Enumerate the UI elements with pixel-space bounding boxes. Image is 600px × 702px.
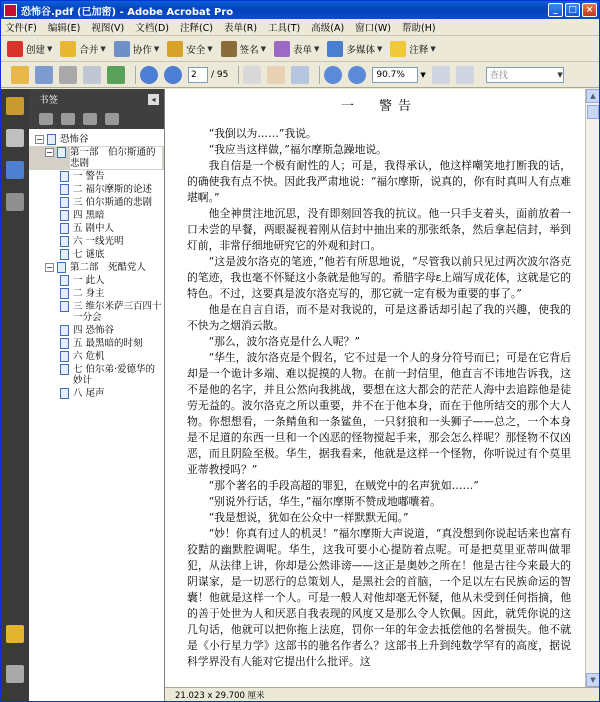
previous-page-icon[interactable]: [140, 66, 158, 84]
bookmark-label: 三 维尔米萨三百四十一分会: [73, 301, 162, 323]
bookmark-icon: [47, 134, 56, 145]
collapse-toggle[interactable]: −: [46, 148, 53, 157]
chevron-down-icon: ▼: [153, 44, 160, 53]
web-icon[interactable]: [107, 66, 125, 84]
menu-comments[interactable]: 注释(C): [179, 23, 214, 34]
close-icon[interactable]: ◂: [148, 94, 159, 105]
bookmark-label: 二 身主: [73, 288, 105, 299]
bookmark-label: 七 伯尔弟·爱德华的妙计: [73, 364, 156, 386]
workspace: [1, 89, 599, 701]
paragraph: 我自信是一个极有耐性的人；可是，我得承认，他这样嘲笑地打断我的话，的确使我有点不快。因此我严肃地说：“福尔摩斯，说真的，你有时真叫人有点难堪啊。”: [187, 159, 571, 204]
pen-icon: [221, 41, 237, 57]
bookmark-icon: [60, 210, 69, 221]
bookmark-icon: [60, 338, 69, 349]
combine-files-icon: [60, 41, 76, 57]
bookmark-item[interactable]: [29, 183, 164, 196]
bookmark-label: 第二部 死酷党人: [70, 262, 147, 273]
bookmark-icon: [60, 249, 69, 260]
toolbar-separator: [238, 66, 239, 84]
menu-edit[interactable]: 编辑(E): [47, 23, 81, 34]
menu-advanced[interactable]: 高级(A): [311, 23, 345, 34]
menu-forms[interactable]: 表单(R): [224, 23, 258, 34]
bookmark-icon: [60, 275, 69, 286]
lock-icon: [167, 41, 183, 57]
bookmarks-tree: [29, 129, 164, 701]
lock-icon[interactable]: [6, 97, 24, 115]
form-icon: [274, 41, 290, 57]
menu-window[interactable]: 窗口(W): [355, 23, 391, 34]
bookmark-icon: [60, 325, 69, 336]
bookmark-item-selected[interactable]: [29, 146, 164, 170]
zoom-out-icon[interactable]: [324, 66, 342, 84]
bookmark-icon: [57, 147, 66, 158]
bookmark-item[interactable]: [29, 222, 164, 235]
forms-button[interactable]: [274, 38, 319, 60]
forms-label: 表单: [293, 44, 313, 56]
bookmark-label: 五 最黑暗的时刻: [73, 338, 143, 349]
bookmarks-toolbar: [29, 109, 164, 129]
paragraph: “别说外行话，华生，”福尔摩斯不赞成地嘟囔着。: [208, 495, 441, 508]
bookmark-item[interactable]: [29, 248, 164, 261]
bookmark-label: 三 伯尔斯通的悲剧: [73, 197, 153, 208]
document-view[interactable]: [165, 89, 599, 701]
page-size: 21.023 x 29.700 厘米: [175, 690, 265, 701]
hand-tool-icon[interactable]: [267, 66, 285, 84]
paragraph: “我应当这样做，”福尔摩斯急躁地说。: [208, 143, 387, 156]
sign-label: 签名: [239, 44, 259, 56]
bookmark-item[interactable]: [29, 209, 164, 222]
vertical-scrollbar[interactable]: [585, 89, 599, 687]
bookmark-item[interactable]: [29, 337, 164, 350]
bookmark-item[interactable]: [29, 300, 164, 324]
bookmark-icon: [60, 301, 69, 312]
collaborate-label: 协作: [132, 44, 152, 56]
paragraph: “这是波尔洛克的笔迹，”他若有所思地说，“尽管我以前只见过两次波尔洛克的笔迹，我也毫不怀疑这小条就是他写的。希腊字母ε上端写成花体，这就是它的特色。不过，这要真是波尔洛克写的，那它就一定有极为重要的事了。”: [187, 255, 571, 300]
toolbar-separator: [135, 66, 136, 84]
bookmark-icon: [60, 364, 69, 375]
paragraph: 他全神贯注地沉思，没有即刻回答我的抗议。他一只手支着头，面前放着一口未尝的早餐，两眼凝视着刚从信封中抽出来的那张纸条，然后拿起信封，举到灯前，非常仔细地研究它的外观和封口。: [187, 207, 571, 252]
bookmark-item[interactable]: [29, 287, 164, 300]
fit-width-icon[interactable]: [456, 66, 474, 84]
page-total: / 95: [211, 69, 229, 80]
fit-page-icon[interactable]: [432, 66, 450, 84]
bookmark-label: 恐怖谷: [60, 134, 89, 145]
bookmark-icon: [57, 262, 66, 273]
chevron-down-icon: ▼: [314, 44, 320, 53]
multimedia-button[interactable]: [327, 38, 382, 60]
bookmark-icon: [60, 236, 69, 247]
chevron-down-icon: ▼: [260, 44, 267, 53]
paragraph: “妙！你真有过人的机灵！”福尔摩斯大声说道，“真没想到你说起话来也富有狡黠的幽默腔调呢。华生，这我可要小心提防着点呢。可是把莫里亚蒂叫做罪犯，从法律上讲，你却是公然诽谤——这正是奥妙之所在！他是古往今来最大的阴谋家，是一切恶行的总策划人，是黑社会的首脑，一个足以左右民族命运的智囊！他就是这样一个人。可是一般人对他却毫无怀疑，他从未受到任何指摘，他的善于处世为人和厌恶自我表现的风度又是那么令人钦佩。因此，就凭你说的这几句话，他就可以把你拖上法庭，罚你一年的年金去抵偿他的名誉损失。他不就是《小行星力学》这部书的驰名作者么？这部书上升到纯数学罕有的高度，据说科学界没有人能对它提出什么批评。这: [187, 527, 571, 668]
paragraph: “我是想说，犹如在公众中一样默默无闻。”: [208, 511, 409, 524]
page-number-input[interactable]: [188, 67, 208, 83]
bookmark-item[interactable]: [29, 235, 164, 248]
bookmark-icon: [60, 197, 69, 208]
pdf-page: [165, 89, 585, 687]
bookmark-label: 四 黑暗: [73, 210, 105, 221]
menu-bar: [1, 19, 599, 36]
bookmark-label: 二 福尔摩斯的论述: [73, 184, 153, 195]
close-button[interactable]: ×: [582, 3, 597, 17]
chevron-down-icon: ▼: [557, 70, 563, 79]
acrobat-app-icon: [4, 4, 17, 17]
collapse-toggle[interactable]: −: [46, 263, 53, 272]
paragraph: “我倒以为……”我说。: [208, 127, 317, 140]
bookmarks-header: [29, 89, 164, 109]
bookmark-item[interactable]: [29, 274, 164, 287]
bookmark-icon: [60, 388, 69, 399]
navigation-pane: [1, 89, 29, 701]
secure-label: 安全: [186, 44, 206, 56]
minimize-button[interactable]: _: [548, 3, 563, 17]
menu-view[interactable]: 视图(V): [91, 23, 125, 34]
scroll-down-icon[interactable]: ▼: [586, 673, 599, 687]
bookmark-icon: [60, 223, 69, 234]
create-button[interactable]: [7, 38, 52, 60]
chevron-down-icon: ▼: [100, 44, 106, 53]
collaborate-icon: [114, 41, 130, 57]
bookmark-label: 六 危机: [73, 351, 105, 362]
collaborate-button[interactable]: [114, 38, 159, 60]
chapter-heading: 一 警告: [340, 99, 417, 114]
navigation-toolbar: [1, 62, 599, 88]
save-icon[interactable]: [35, 66, 53, 84]
bookmark-item[interactable]: [29, 170, 164, 183]
tasks-toolbar: [1, 36, 599, 62]
print-icon[interactable]: [59, 66, 77, 84]
search-placeholder: 查找: [489, 71, 508, 81]
open-icon[interactable]: [11, 66, 29, 84]
bookmark-label: 八 尾声: [73, 388, 105, 399]
sign-button[interactable]: [221, 38, 266, 60]
title-bar[interactable]: [1, 1, 599, 19]
paragraph: “华生，波尔洛克是个假名，它不过是一个人的身分符号而已；可是在它背后却是一个诡计多端、难以捉摸的人物。在前一封信里，他直言不讳地告诉我，这不是他的名字，并且公然向我挑战，要想在这大都会的茫茫人海中去追踪他是徒劳无益的。波尔洛克之所以重要，并不在于他本身，而在于他所结交的那个大人物。你想想看，一条鲭鱼和一条鲨鱼，一只豺狼和一头狮子——总之，一个本身是不足道的东西一旦和一个凶恶的怪物搅起手来，那会怎么样呢？那怪物不仅凶恶，而且阴险至极。华生，据我看来，他就是这样一个怪物，你听说过有个莫里亚蒂教授吗？”: [187, 351, 571, 476]
chevron-down-icon[interactable]: ▼: [420, 70, 426, 79]
bookmark-item[interactable]: [29, 387, 164, 400]
bookmark-icon: [60, 184, 69, 195]
bookmark-label: 四 恐怖谷: [73, 325, 115, 336]
expand-bookmark-icon[interactable]: [105, 113, 119, 125]
select-tool-icon[interactable]: [243, 66, 261, 84]
combine-button[interactable]: [60, 38, 105, 60]
bookmark-item[interactable]: [29, 350, 164, 363]
paragraph: “那个著名的手段高超的罪犯，在贼党中的名声犹如……”: [208, 479, 479, 492]
attachments-icon[interactable]: [6, 665, 24, 683]
comments-icon[interactable]: [6, 625, 24, 643]
scroll-thumb[interactable]: [587, 105, 599, 119]
bookmark-label: 一 此人: [73, 275, 105, 286]
search-field[interactable]: [486, 67, 564, 83]
zoom-tool-icon[interactable]: [291, 66, 309, 84]
bookmark-item[interactable]: [29, 261, 164, 274]
comment-icon: [390, 41, 406, 57]
maximize-button[interactable]: □: [565, 3, 580, 17]
status-bar: [165, 687, 599, 701]
menu-file[interactable]: 文件(F): [5, 23, 37, 34]
secure-button[interactable]: [167, 38, 212, 60]
bookmark-icon: [60, 351, 69, 362]
new-bookmark-icon[interactable]: [83, 113, 97, 125]
chevron-down-icon: ▼: [430, 44, 436, 53]
create-label: 创建: [26, 44, 46, 56]
menu-help[interactable]: 帮助(H): [401, 23, 436, 34]
menu-tools[interactable]: 工具(T): [268, 23, 301, 34]
chevron-down-icon: ▼: [47, 44, 53, 53]
options-icon[interactable]: [39, 113, 53, 125]
combine-label: 合并: [79, 44, 99, 56]
pages-icon[interactable]: [6, 129, 24, 147]
collapse-toggle[interactable]: −: [36, 135, 43, 144]
bookmark-item[interactable]: [29, 324, 164, 337]
email-icon[interactable]: [83, 66, 101, 84]
bookmark-icon: [60, 171, 69, 182]
paragraph: 他是在自言自语，而不是对我说的，可是这番话却引起了我的兴趣，使我的不快为之烟消云散。: [187, 303, 571, 332]
bookmarks-icon[interactable]: [6, 161, 24, 179]
bookmark-label: 七 谜底: [73, 249, 105, 260]
multimedia-icon: [327, 41, 343, 57]
bookmark-item[interactable]: [29, 363, 164, 387]
comment-label: 注释: [409, 44, 429, 56]
window-title: 恐怖谷.pdf (已加密) - Adobe Acrobat Pro: [21, 6, 234, 18]
bookmark-label: 六 一线光明: [73, 236, 124, 247]
bookmark-label: 五 剧中人: [73, 223, 115, 234]
chevron-down-icon: ▼: [207, 44, 213, 53]
paragraph: “那么，波尔洛克是什么人呢？”: [208, 335, 360, 348]
comment-button[interactable]: [390, 38, 435, 60]
bookmarks-panel: [29, 89, 165, 701]
page-navigator: [188, 67, 228, 83]
toolbar-separator: [319, 66, 320, 84]
scroll-up-icon[interactable]: ▲: [586, 89, 599, 103]
zoom-in-icon[interactable]: [348, 66, 366, 84]
bookmark-item[interactable]: [29, 133, 164, 146]
multimedia-label: 多媒体: [346, 44, 375, 56]
bookmark-label: 第一部 伯尔斯通的悲剧: [70, 147, 162, 169]
bookmark-label: 一 警告: [73, 171, 105, 182]
delete-bookmark-icon[interactable]: [61, 113, 75, 125]
zoom-level-field[interactable]: 90.7%: [372, 67, 418, 83]
chevron-down-icon: ▼: [376, 44, 383, 53]
bookmark-icon: [60, 288, 69, 299]
bookmarks-title: 书签: [39, 95, 59, 106]
create-pdf-icon: [7, 41, 23, 57]
bookmark-item[interactable]: [29, 196, 164, 209]
signatures-icon[interactable]: [6, 193, 24, 211]
menu-document[interactable]: 文档(D): [135, 23, 169, 34]
next-page-icon[interactable]: [164, 66, 182, 84]
